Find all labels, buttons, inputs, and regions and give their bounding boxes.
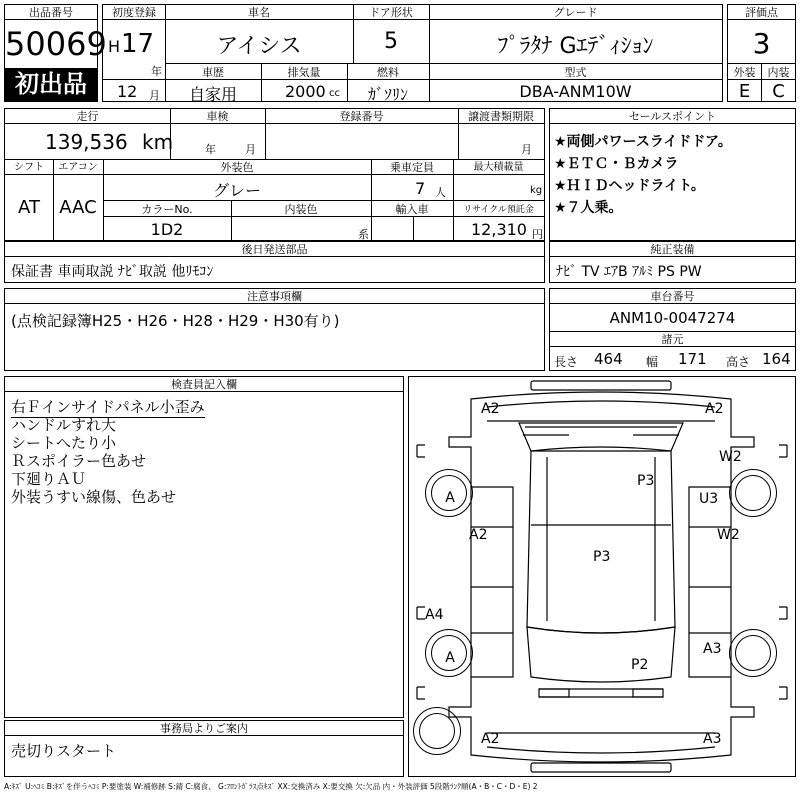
displacement: 2000 (285, 82, 326, 101)
chassis-number: ANM10-0047274 (609, 309, 736, 327)
inspector-box (4, 376, 404, 718)
car-name-label: 車名 (165, 5, 353, 20)
chassis-box (549, 288, 796, 371)
sales-point: ★ＨＩＤヘッドライト。 (554, 178, 705, 194)
recycle-deposit-label: リサイクル預託金 (463, 205, 534, 215)
front-left-wheel (425, 469, 473, 517)
damage-p3-center: P3 (593, 549, 611, 565)
damage-wheel-rear: A (445, 650, 455, 666)
length-label: 長さ (554, 355, 579, 369)
inspector-line: シートへたり小 (11, 434, 117, 452)
sales-points-label: セールスポイント (550, 109, 795, 124)
recycle-deposit: 12,310 (471, 220, 527, 239)
inspector-label: 検査員記入欄 (5, 377, 403, 392)
score-box (727, 4, 796, 102)
lot-number: 50069 (5, 25, 107, 63)
inspection-year-unit: 年 (205, 143, 216, 156)
shift-label: シフト (5, 160, 53, 175)
damage-a2-front-right: A2 (705, 401, 724, 417)
details-box (4, 108, 545, 241)
height: 164 (762, 350, 791, 368)
first-registration-label: 初度登録 (103, 5, 165, 20)
front-right-wheel (729, 469, 777, 517)
model: DBA-ANM10W (519, 82, 632, 101)
notes-box (4, 288, 545, 371)
damage-a2-rear-left: A2 (481, 731, 500, 747)
rear-left-wheel (425, 629, 473, 677)
office-notice: 売切りスタート (11, 742, 117, 760)
mileage: 139,536 (45, 130, 128, 154)
inspector-line: 外装うすい線傷、色あせ (11, 488, 177, 506)
chassis-label: 車台番号 (550, 289, 795, 304)
registration-month: 12 (117, 82, 138, 101)
sales-point: ★ＥＴＣ・Ｂカメラ (554, 156, 679, 172)
later-parts: 保証書 車両取説 ﾅﾋﾞ取説 他ﾘﾓｺﾝ (11, 264, 214, 280)
damage-a4: A4 (425, 607, 444, 623)
vehicle-history: 自家用 (188, 85, 237, 104)
era: H (108, 37, 121, 56)
interior-grade: C (772, 81, 785, 102)
transfer-month-unit: 月 (521, 143, 532, 156)
interior-color-label: 内装色 (284, 203, 318, 216)
fuel-label: 燃料 (377, 66, 399, 79)
equipment-label: 純正装備 (550, 242, 795, 257)
exterior-grade-label: 外装 (733, 66, 756, 79)
history-label: 車歴 (202, 66, 224, 79)
width-label: 幅 (646, 355, 659, 369)
later-parts-label: 後日発送部品 (5, 242, 544, 257)
equipment-box (549, 241, 796, 283)
exterior-color: グレー (212, 181, 261, 200)
specs-label: 諸元 (550, 332, 795, 347)
car-diagram (408, 376, 796, 777)
damage-a2-door-left: A2 (469, 527, 488, 543)
later-parts-box (4, 241, 545, 283)
mileage-unit: km (142, 130, 174, 154)
registration-year-unit: 年 (151, 65, 162, 78)
damage-a2-front-left: A2 (481, 401, 500, 417)
damage-a3-rear-right: A3 (703, 731, 722, 747)
interior-grade-label: 内装 (767, 66, 790, 79)
lot-number-box (4, 4, 107, 102)
inspection-label: 車検 (170, 109, 265, 124)
color-number-label: カラーNo. (141, 203, 193, 216)
interior-color-unit: 系 (358, 228, 369, 241)
legend: A:ｷｽﾞ U:ﾍｺﾐ B:ｷｽﾞを伴うﾍｺﾐ P:要塗装 W:補修跡 S:錆 C:腐食、 G:ﾌﾛﾝﾄｶﾞﾗｽ点ｷｽﾞ XX:交換済み X:要交換 欠:欠品 内・外装評価 5段階ﾗﾝｸ順(A・B・C・D・E) 2 (4, 782, 538, 791)
equipment: ﾅﾋﾞ TV ｴｱB ｱﾙﾐ PS PW (556, 264, 702, 280)
damage-w2-upper: W2 (719, 449, 742, 465)
length: 464 (594, 350, 623, 368)
exterior-color-label: 外装色 (103, 160, 371, 175)
air-conditioner: AAC (59, 197, 97, 218)
max-load-unit: kg (530, 185, 543, 196)
damage-wheel-front: A (445, 490, 455, 506)
recycle-deposit-unit: 円 (532, 228, 543, 241)
height-label: 高さ (726, 355, 751, 369)
plate-label: 登録番号 (265, 109, 458, 124)
registration-year: 17 (121, 29, 155, 59)
grade-label: グレード (429, 5, 722, 20)
transfer-deadline-label: 譲渡書類期限 (458, 109, 544, 124)
header-box (102, 4, 723, 102)
damage-p3-upper: P3 (637, 473, 655, 489)
mileage-label: 走行 (5, 109, 170, 124)
displacement-label: 排気量 (287, 66, 321, 79)
color-number: 1D2 (150, 220, 184, 239)
capacity: 7 (415, 179, 426, 198)
ac-label: エアコン (53, 160, 103, 175)
lot-number-label: 出品番号 (5, 5, 97, 20)
capacity-unit: 人 (435, 186, 446, 199)
rear-right-wheel (729, 629, 777, 677)
import-label: 輸入車 (395, 203, 429, 216)
model-label: 型式 (564, 66, 587, 79)
notes: (点検記録簿H25・H26・H28・H29・H30有り) (11, 312, 340, 330)
sales-point: ★両側パワースライドドア。 (554, 134, 732, 150)
inspector-line: ハンドルすれ大 (11, 416, 117, 434)
office-notice-label: 事務局よりご案内 (5, 721, 403, 736)
damage-w2-right: W2 (717, 527, 740, 543)
damage-a3-right: A3 (703, 641, 722, 657)
damage-u3: U3 (699, 491, 719, 507)
score-label: 評価点 (728, 5, 795, 20)
sales-point: ★７人乗。 (554, 200, 623, 216)
door-label: ドア形状 (353, 5, 429, 20)
damage-p2: P2 (631, 657, 649, 673)
inspector-line: Ｒスポイラー色あせ (11, 452, 147, 470)
exterior-grade: E (738, 81, 751, 102)
spare-wheel (413, 707, 461, 755)
first-listing-badge: 初出品 (5, 68, 97, 101)
shift: AT (18, 197, 40, 218)
capacity-label: 乗車定員 (371, 160, 453, 175)
displacement-unit: cc (329, 88, 340, 99)
notes-label: 注意事項欄 (5, 289, 544, 304)
office-notice-box (4, 720, 404, 777)
fuel: ｶﾞｿﾘﾝ (367, 85, 408, 104)
car-outline (409, 377, 795, 776)
score: 3 (752, 27, 771, 60)
sales-points-box (549, 108, 796, 241)
grade: ﾌﾟﾗﾀﾅ Gｴﾃﾞｨｼｮﾝ (497, 34, 654, 59)
max-load-label: 最大積載量 (453, 160, 544, 175)
inspection-month-unit: 月 (245, 143, 256, 156)
registration-month-unit: 月 (149, 89, 160, 102)
inspector-line: 下廻りＡＵ (11, 470, 87, 488)
width: 171 (678, 350, 707, 368)
inspector-line: 右Ｆインサイドパネル小歪み (11, 398, 205, 416)
door-count: 5 (384, 29, 398, 54)
car-name: アイシス (216, 34, 302, 59)
